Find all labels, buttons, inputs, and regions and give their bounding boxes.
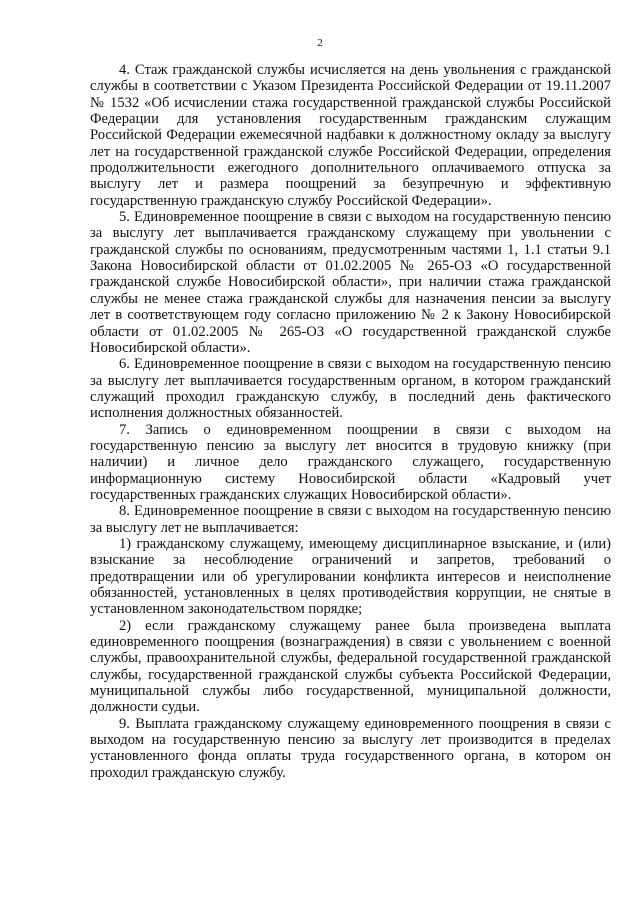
paragraph-8-item-2: 2) если гражданскому служащему ранее была произведена выплата единовременного поощрения (вознаграждения) в связи с увольнением с военной службы, правоохранительной службы, федеральной государственной гражданской службы, государственной гражданской службы субъекта Российской Федерации, муниципальной службы либо государственной, муниципальной должности, должности судьи. [90, 617, 611, 716]
paragraph-5-one-time-bonus: 5. Единовременное поощрение в связи с выходом на государственную пенсию за выслугу лет выплачивается гражданскому служащему при увольнении с гражданской службы по основаниям, предусмотренным частями 1, 1.1 статьи 9.1 Закона Новосибирской области от 01.02.2005 № 265-ОЗ «О государственной гражданской службе Новосибирской области», при наличии стажа гражданской службы не менее стажа гражданской службы для назначения пенсии за выслугу лет в соответствующем году согласно приложению № 2 к Закону Новосибирской области от 01.02.2005 № 265-ОЗ «О государственной гражданской службе Новосибирской области». [90, 209, 611, 356]
paragraph-7-record-entry: 7. Запись о единовременном поощрении в связи с выходом на государственную пенсию за выслугу лет вносится в трудовую книжку (при наличии) и личное дело гражданского служащего, государственную информационную систему Новосибирской области «Кадровый учет государственных гражданских служащих Новосибирской области». [90, 421, 611, 503]
paragraph-6-payment-body: 6. Единовременное поощрение в связи с выходом на государственную пенсию за выслугу лет выплачивается государственным органом, в котором гражданский служащий проходил гражданскую службу, в последний день фактического исполнения должностных обязанностей. [90, 356, 611, 422]
paragraph-4-service-length: 4. Стаж гражданской службы исчисляется на день увольнения с гражданской службы в соответствии с Указом Президента Российской Федерации от 19.11.2007 № 1532 «Об исчислении стажа государственной гражданской службы Российской Федерации для установления государственным гражданским служащим Российской Федерации ежемесячной надбавки к должностному окладу за выслугу лет на государственной гражданской службе Российской Федерации, определения продолжительности ежегодного дополнительного оплачиваемого отпуска за выслугу лет и размера поощрений за безупречную и эффективную государственную гражданскую службу Российской Федерации». [90, 62, 611, 209]
paragraph-9-payment-limits: 9. Выплата гражданскому служащему единовременного поощрения в связи с выходом на государственную пенсию за выслугу лет производится в пределах установленного фонда оплаты труда государственного органа, в котором он проходил гражданскую службу. [90, 715, 611, 781]
paragraph-8-not-paid: 8. Единовременное поощрение в связи с выходом на государственную пенсию за выслугу лет не выплачивается: [90, 503, 611, 536]
document-body [90, 62, 611, 781]
page-number: 2 [317, 37, 323, 49]
paragraph-8-item-1: 1) гражданскому служащему, имеющему дисциплинарное взыскание, и (или) взыскание за несоблюдение ограничений и запретов, требований о предотвращении или об урегулировании конфликта интересов и неисполнение обязанностей, установленных в целях противодействия коррупции, не снятые в установленном законодательством порядке; [90, 535, 611, 618]
